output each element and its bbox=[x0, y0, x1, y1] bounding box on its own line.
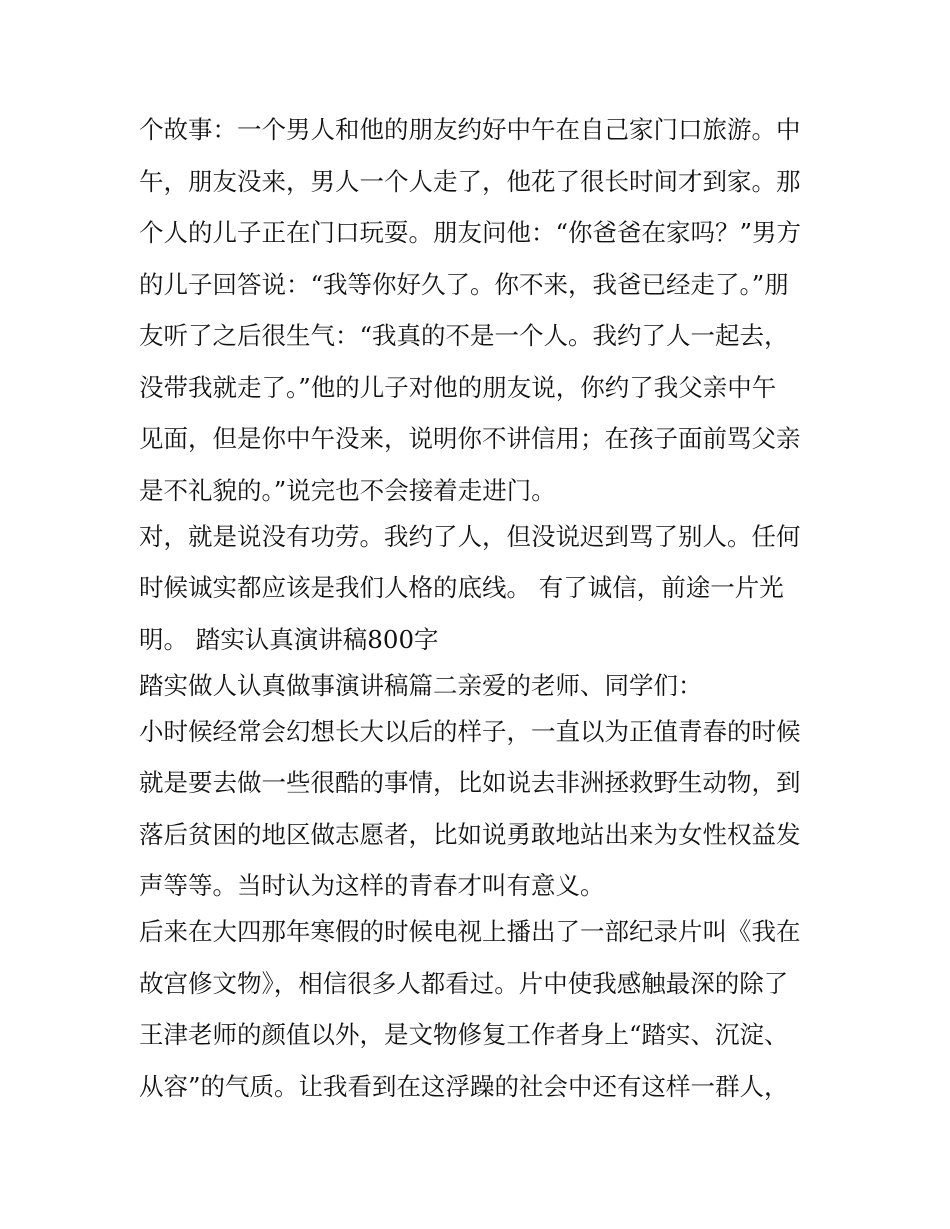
text-line: 后来在大四那年寒假的时候电视上播出了一部纪录片叫《我在 bbox=[139, 917, 801, 946]
text-line: 从容”的气质。让我看到在这浮躁的社会中还有这样一群人， bbox=[139, 1071, 789, 1101]
text-line: 的儿子回答说：“我等你好久了。你不来，我爸已经走了。”朋 bbox=[139, 269, 789, 299]
text-line: 午，朋友没来，男人一个人走了，他花了很长时间才到家。那 bbox=[139, 166, 801, 196]
text-line: 明。 踏实认真演讲稿800字 bbox=[139, 624, 439, 654]
text-line: 友听了之后很生气：“我真的不是一个人。我约了人一起去， bbox=[139, 321, 789, 350]
text-line: 小时候经常会幻想长大以后的样子，一直以为正值青春的时候 bbox=[139, 716, 801, 746]
text-line: 个故事：一个男人和他的朋友约好中午在自己家门口旅游。中 bbox=[139, 115, 801, 144]
text-line: 没带我就走了。”他的儿子对他的朋友说，你约了我父亲中午 bbox=[139, 372, 777, 402]
text-line: 时候诚实都应该是我们人格的底线。 有了诚信，前途一片光 bbox=[139, 573, 784, 602]
text-line: 落后贫困的地区做志愿者，比如说勇敢地站出来为女性权益发 bbox=[139, 819, 801, 849]
text-line: 是不礼貌的。”说完也不会接着走进门。 bbox=[139, 475, 556, 505]
text-line: 见面，但是你中午没来，说明你不讲信用；在孩子面前骂父亲 bbox=[139, 424, 801, 453]
text-line: 故宫修文物》，相信很多人都看过。片中使我感触最深的除了 bbox=[139, 968, 789, 998]
text-line: 个人的儿子正在门口玩耍。朋友问他：“你爸爸在家吗？”男方 bbox=[139, 218, 802, 247]
text-line: 声等等。当时认为这样的青春才叫有意义。 bbox=[139, 871, 605, 900]
document-body bbox=[139, 108, 819, 1116]
text-line: 踏实做人认真做事演讲稿篇二亲爱的老师、同学们： bbox=[139, 670, 703, 700]
text-line: 对，就是说没有功劳。我约了人，但没说迟到骂了别人。任何 bbox=[139, 521, 801, 551]
text-line: 就是要去做一些很酷的事情，比如说去非洲拯救野生动物，到 bbox=[139, 768, 801, 797]
text-line: 王津老师的颜值以外，是文物修复工作者身上“踏实、沉淀、 bbox=[139, 1020, 789, 1049]
